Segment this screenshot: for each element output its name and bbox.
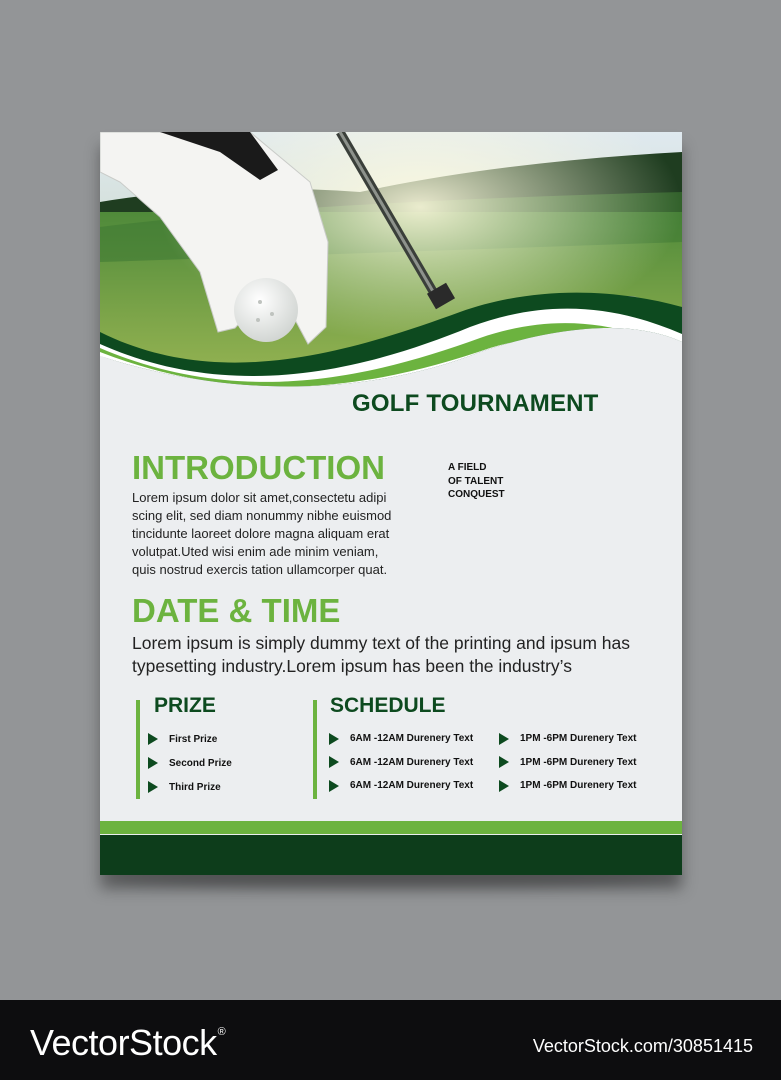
schedule-afternoon-list <box>499 727 637 798</box>
list-item <box>329 727 473 751</box>
list-item <box>499 774 637 798</box>
date-time-heading: DATE & TIME <box>132 592 341 629</box>
flyer-title: GOLF TOURNAMENT <box>352 390 599 417</box>
schedule-item: 1PM -6PM Durenery Text <box>520 733 637 745</box>
prize-accent-bar <box>136 700 140 799</box>
list-item <box>499 727 637 751</box>
bullet-arrow-icon <box>148 733 158 745</box>
prize-item: First Prize <box>169 733 218 745</box>
schedule-accent-bar <box>313 700 317 799</box>
bullet-arrow-icon <box>499 733 509 745</box>
vectorstock-logo <box>30 1022 225 1064</box>
introduction-text <box>132 489 417 579</box>
prize-heading: PRIZE <box>154 694 216 717</box>
introduction-line: volutpat.Uted wisi enim ade minim veniam, <box>132 544 379 559</box>
tagline-line: A FIELD <box>448 462 487 473</box>
date-time-line: Lorem ipsum is simply dummy text of the printing and ipsum has <box>132 633 630 653</box>
introduction-heading: INTRODUCTION <box>132 449 385 486</box>
list-item <box>329 751 473 775</box>
schedule-item: 6AM -12AM Durenery Text <box>350 780 474 792</box>
prize-item: Third Prize <box>169 781 221 793</box>
list-item <box>329 774 473 798</box>
tagline-line: CONQUEST <box>448 489 505 500</box>
schedule-morning-list <box>329 727 473 798</box>
bullet-arrow-icon <box>329 733 339 745</box>
footer-green-stripe <box>100 821 682 834</box>
introduction-line: scing elit, sed diam nonummy nibhe euismod <box>132 508 392 523</box>
date-time-line: typesetting industry.Lorem ipsum has been the industry’s <box>132 656 573 676</box>
introduction-line: Lorem ipsum dolor sit amet,consectetu adipi <box>132 490 387 505</box>
golf-flyer <box>100 132 682 875</box>
schedule-item: 1PM -6PM Durenery Text <box>520 756 637 768</box>
schedule-heading: SCHEDULE <box>330 694 446 717</box>
bullet-arrow-icon <box>329 780 339 792</box>
list-item <box>148 775 232 799</box>
prize-list <box>148 727 232 799</box>
tagline-line: OF TALENT <box>448 475 504 487</box>
bullet-arrow-icon <box>148 757 158 769</box>
schedule-item: 1PM -6PM Durenery Text <box>520 780 637 792</box>
registered-mark: ® <box>217 1026 226 1038</box>
prize-item: Second Prize <box>169 757 232 769</box>
bullet-arrow-icon <box>499 756 509 768</box>
schedule-item: 6AM -12AM Durenery Text <box>350 733 474 745</box>
watermark-bar <box>0 1000 781 1080</box>
list-item <box>148 751 232 775</box>
introduction-line: quis nostrud exercis tation ullamcorper quat. <box>132 562 388 577</box>
introduction-line: tincidunte laoreet dolore magna aliquam erat <box>132 526 390 541</box>
logo-text: VectorStock <box>30 1022 217 1063</box>
date-time-text <box>132 632 672 678</box>
footer-dark-band <box>100 835 682 875</box>
list-item <box>148 727 232 751</box>
schedule-item: 6AM -12AM Durenery Text <box>350 756 474 768</box>
bullet-arrow-icon <box>148 781 158 793</box>
tagline <box>448 461 505 502</box>
image-id: VectorStock.com/30851415 <box>532 1036 753 1056</box>
bullet-arrow-icon <box>499 780 509 792</box>
bullet-arrow-icon <box>329 756 339 768</box>
list-item <box>499 751 637 775</box>
